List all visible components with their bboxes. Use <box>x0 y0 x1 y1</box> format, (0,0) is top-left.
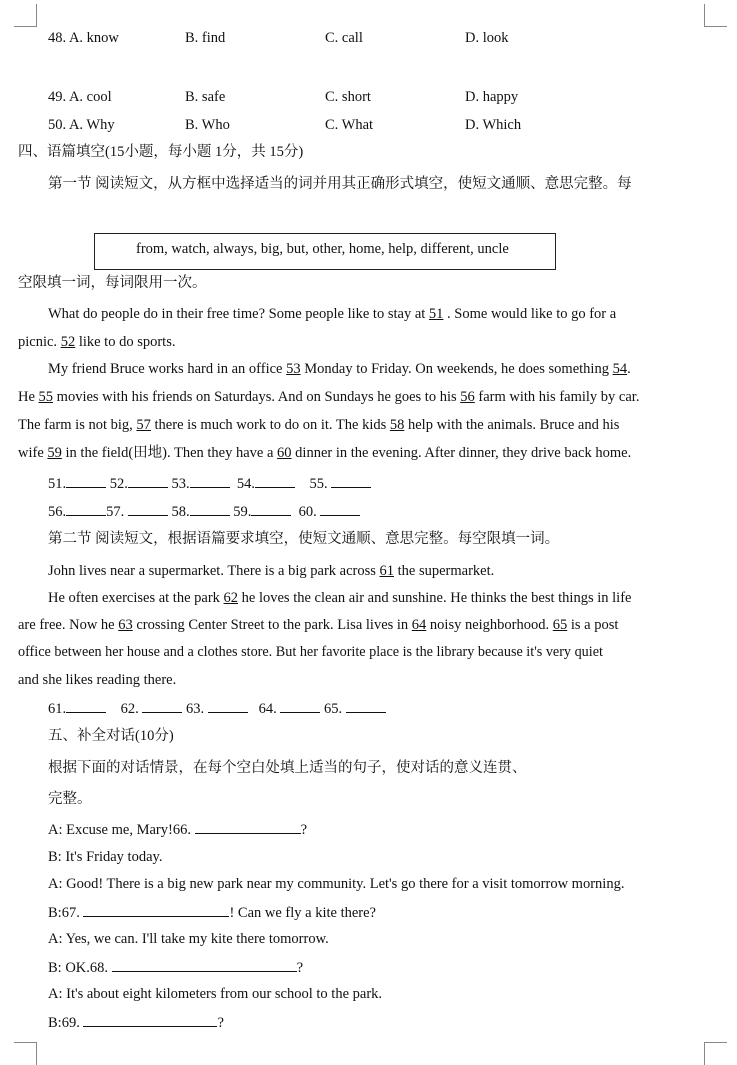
answer-blank[interactable] <box>66 502 106 516</box>
answer-label: 51. <box>48 476 67 492</box>
corner-mark-top-right <box>704 4 727 27</box>
text: ? <box>296 960 304 976</box>
text: B:67. <box>48 905 80 921</box>
blank-60: 60 <box>277 445 292 461</box>
answer-blank[interactable] <box>190 502 230 516</box>
blank-63: 63 <box>118 617 133 633</box>
text: He <box>18 389 35 405</box>
dialogue-line: A: It's about eight kilometers from our school to the park. <box>48 986 383 1002</box>
text: noisy neighborhood. <box>429 617 550 633</box>
blank-57: 57 <box>136 417 151 433</box>
answer-label: 58. <box>171 504 190 520</box>
answer-blank[interactable] <box>251 502 291 516</box>
passage2-line: office between her house and a clothes store. But her favorite place is the library because it's very quiet <box>18 644 603 660</box>
answer-blank[interactable] <box>208 699 248 713</box>
answer-label: 54. <box>236 476 255 492</box>
section5-instruction: 根据下面的对话情景，在每个空白处填上适当的句子，使对话的意义连贯、 <box>48 760 527 776</box>
blank-58: 58 <box>389 417 405 433</box>
answer-label: 62. <box>120 701 139 717</box>
option-b: B. safe <box>185 89 226 105</box>
blank-65: 65 <box>552 617 568 633</box>
blank-52: 52 <box>60 334 76 350</box>
blank-62: 62 <box>223 590 239 606</box>
text: ? <box>217 1015 224 1031</box>
text: the supermarket. <box>397 563 495 579</box>
text: like to do sports. <box>78 334 176 350</box>
text: crossing Center Street to the park. Lisa lives in <box>136 617 409 633</box>
dialogue-line <box>48 903 376 922</box>
text: he loves the clean air and sunshine. He thinks the best things in life <box>241 590 632 606</box>
option-b: B. Who <box>185 117 230 133</box>
answer-label: 53. <box>171 476 190 492</box>
text: The farm is not big, <box>18 417 133 433</box>
answer-blank[interactable] <box>331 474 371 488</box>
answer-blank[interactable] <box>128 474 168 488</box>
option-d: D. happy <box>465 89 519 105</box>
text: What do people do in their free time? Some people like to stay at <box>48 306 426 322</box>
passage2-line <box>48 589 631 607</box>
text: picnic. <box>18 334 58 350</box>
answer-label: 64. <box>258 701 277 717</box>
text: . <box>627 361 631 377</box>
text: B: OK.68. <box>48 960 109 976</box>
section5-title: 五、补全对话(10分) <box>48 728 174 744</box>
blank-54: 54 <box>612 361 628 377</box>
dialogue-line <box>48 1013 224 1032</box>
passage1-line <box>18 333 175 351</box>
text: dinner in the evening. After dinner, they drive back home. <box>295 445 632 461</box>
answer-blank[interactable] <box>66 699 106 713</box>
part1-instruction: 第一节 阅读短文，从方框中选择适当的词并用其正确形式填空，使短文通顺、意思完整。每 <box>48 176 632 192</box>
dialogue-line: B: It's Friday today. <box>48 849 163 865</box>
answer-label: 63. <box>186 701 205 717</box>
answer-blank-67[interactable] <box>83 903 229 917</box>
part1-instruction-cont: 空限填一词，每词限用一次。 <box>18 275 207 291</box>
text: B:69. <box>48 1015 80 1031</box>
passage1-line <box>48 305 616 323</box>
answer-label: 57. <box>106 504 125 520</box>
answer-blank-69[interactable] <box>83 1013 217 1027</box>
text: A: Excuse me, Mary!66. <box>48 822 191 838</box>
passage2-line: and she likes reading there. <box>18 672 177 688</box>
answer-blank[interactable] <box>190 474 230 488</box>
option-a: 50. A. Why <box>48 117 115 133</box>
answer-line-61-65 <box>48 699 386 718</box>
part2-instruction: 第二节 阅读短文，根据语篇要求填空，使短文通顺、意思完整。每空限填一词。 <box>48 531 560 547</box>
answer-blank-66[interactable] <box>195 820 301 834</box>
answer-line-51-55 <box>48 474 371 493</box>
answer-label: 52. <box>109 476 128 492</box>
text: ? <box>300 822 308 838</box>
answer-label: 56. <box>48 504 67 520</box>
passage2-line <box>18 616 618 634</box>
answer-label: 61. <box>48 701 67 717</box>
option-c: C. What <box>325 117 374 133</box>
passage2-line <box>48 562 494 580</box>
option-b: B. find <box>185 30 226 46</box>
answer-line-56-60 <box>48 502 360 521</box>
option-c: C. short <box>325 89 371 105</box>
text: are free. Now he <box>18 617 115 633</box>
blank-64: 64 <box>411 617 427 633</box>
text: movies with his friends on Saturdays. And on Sundays he goes to his <box>56 389 457 405</box>
option-d: D. Which <box>465 117 522 133</box>
text: help with the animals. Bruce and his <box>407 417 620 433</box>
answer-label: 60. <box>298 504 317 520</box>
text: in the field(田地). Then they have a <box>65 445 274 461</box>
blank-51: 51 <box>428 306 444 322</box>
text: Monday to Friday. On weekends, he does something <box>304 361 609 377</box>
answer-blank[interactable] <box>128 502 168 516</box>
text: there is much work to do on it. The kids <box>154 417 387 433</box>
blank-56: 56 <box>460 389 475 405</box>
answer-blank[interactable] <box>142 699 182 713</box>
answer-label: 65. <box>324 701 343 717</box>
answer-blank[interactable] <box>255 474 295 488</box>
blank-61: 61 <box>379 563 395 579</box>
section5-instruction-cont: 完整。 <box>48 791 92 807</box>
passage1-line <box>18 416 619 434</box>
passage1-line <box>18 444 631 462</box>
text: wife <box>18 445 44 461</box>
option-a: 48. A. know <box>48 30 119 46</box>
text: ! Can we fly a kite there? <box>229 905 376 921</box>
option-a: 49. A. cool <box>48 89 112 105</box>
blank-59: 59 <box>47 445 62 461</box>
text: My friend Bruce works hard in an office <box>48 361 283 377</box>
text: . Some would like to go for a <box>447 306 617 322</box>
dialogue-line: A: Good! There is a big new park near my community. Let's go there for a visit tomorrow morning. <box>48 876 625 892</box>
text: John lives near a supermarket. There is a big park across <box>48 563 376 579</box>
answer-blank[interactable] <box>66 474 106 488</box>
answer-label: 59. <box>233 504 252 520</box>
word-box-words: from, watch, always, big, but, other, home, help, different, uncle <box>136 241 509 257</box>
dialogue-line <box>48 820 307 839</box>
section4-title: 四、语篇填空(15小题，每小题 1分，共 15分) <box>18 144 304 160</box>
dialogue-line: A: Yes, we can. I'll take my kite there tomorrow. <box>48 931 329 947</box>
dialogue-line <box>48 958 303 977</box>
text: is a post <box>570 617 619 633</box>
option-d: D. look <box>465 30 509 46</box>
corner-mark-bottom-left <box>14 1042 37 1065</box>
answer-label: 55. <box>309 476 328 492</box>
corner-mark-top-left <box>14 4 37 27</box>
answer-blank-68[interactable] <box>112 958 297 972</box>
option-c: C. call <box>325 30 363 46</box>
answer-blank[interactable] <box>320 502 360 516</box>
blank-55: 55 <box>38 389 54 405</box>
answer-blank[interactable] <box>280 699 320 713</box>
text: He often exercises at the park <box>48 590 220 606</box>
answer-blank[interactable] <box>346 699 386 713</box>
passage1-line <box>48 360 631 378</box>
passage1-line <box>18 388 639 406</box>
corner-mark-bottom-right <box>704 1042 727 1065</box>
text: farm with his family by car. <box>478 389 640 405</box>
blank-53: 53 <box>286 361 301 377</box>
word-box <box>94 233 556 270</box>
